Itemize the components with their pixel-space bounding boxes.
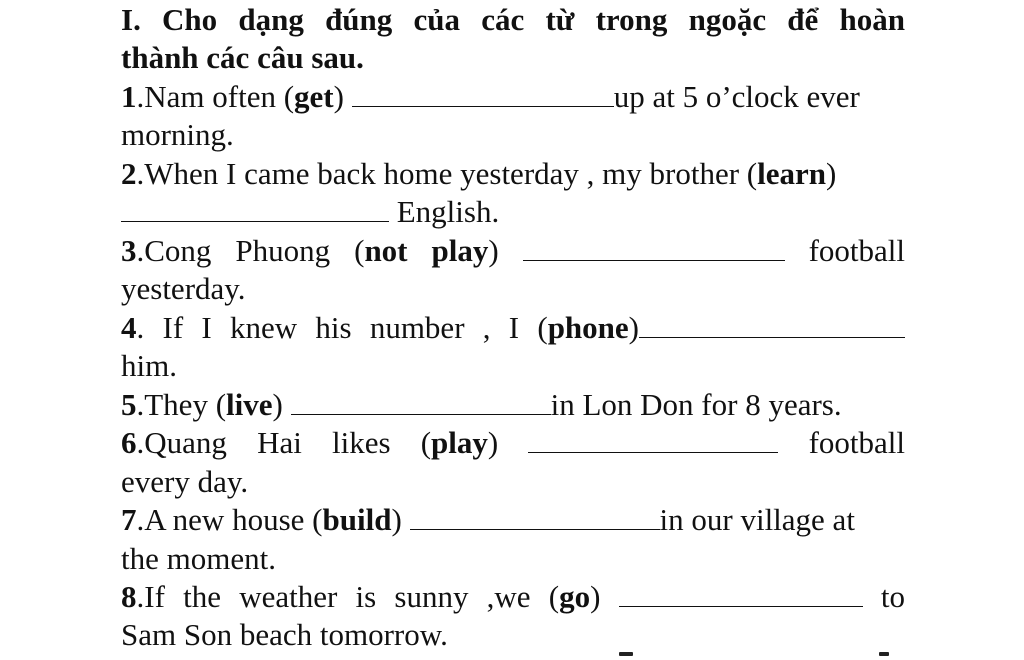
- question-6-continuation: every day.: [121, 464, 249, 499]
- question-4-continuation: him.: [121, 348, 177, 383]
- question-number: 2: [121, 156, 137, 191]
- verb-hint: phone: [547, 310, 629, 345]
- answer-blank[interactable]: [291, 390, 551, 415]
- heading-line-2: thành các câu sau.: [121, 40, 364, 75]
- question-number: 3: [121, 233, 137, 268]
- answer-blank[interactable]: [523, 236, 785, 261]
- question-8-continuation: Sam Son beach tomorrow.: [121, 617, 448, 652]
- answer-blank[interactable]: [639, 313, 905, 338]
- question-5: 5.They (live) in Lon Don for 8 years.: [121, 387, 842, 422]
- question-number: 4: [121, 310, 137, 345]
- question-3-continuation: yesterday.: [121, 271, 246, 306]
- question-7: 7.A new house (build) in our village at: [121, 502, 855, 537]
- answer-blank[interactable]: [352, 82, 614, 107]
- question-4: 4. If I knew his number , I (phone): [121, 309, 905, 347]
- question-6: 6.Quang Hai likes (play) football: [121, 425, 905, 460]
- question-number: 5: [121, 387, 137, 422]
- verb-hint: play: [431, 425, 488, 460]
- cropped-next-line: [121, 646, 905, 660]
- answer-blank[interactable]: [619, 582, 863, 607]
- question-2-continuation: English.: [121, 193, 905, 231]
- question-3: 3.Cong Phuong (not play) football: [121, 233, 906, 268]
- question-2: 2.When I came back home yesterday , my brother (learn): [121, 156, 837, 191]
- answer-blank[interactable]: [121, 197, 389, 222]
- verb-hint: not play: [364, 233, 489, 268]
- cropped-glyph: [619, 652, 633, 656]
- verb-hint: build: [322, 502, 392, 537]
- answer-blank[interactable]: [528, 428, 778, 453]
- question-number: 1: [121, 79, 137, 114]
- question-8: 8.If the weather is sunny ,we (go) to: [121, 579, 905, 614]
- question-number: 8: [121, 579, 137, 614]
- question-7-continuation: the moment.: [121, 541, 276, 576]
- heading-line-1: I. Cho dạng đúng của các từ trong ngoặc để hoàn: [121, 2, 905, 37]
- question-1-continuation: morning.: [121, 117, 234, 152]
- answer-blank[interactable]: [410, 505, 660, 530]
- question-1: 1.Nam often (get) up at 5 o’clock ever: [121, 79, 860, 114]
- verb-hint: learn: [757, 156, 826, 191]
- cropped-glyph: [879, 652, 889, 656]
- question-number: 6: [121, 425, 137, 460]
- verb-hint: get: [294, 79, 334, 114]
- question-number: 7: [121, 502, 137, 537]
- verb-hint: go: [559, 579, 591, 614]
- verb-hint: live: [226, 387, 273, 422]
